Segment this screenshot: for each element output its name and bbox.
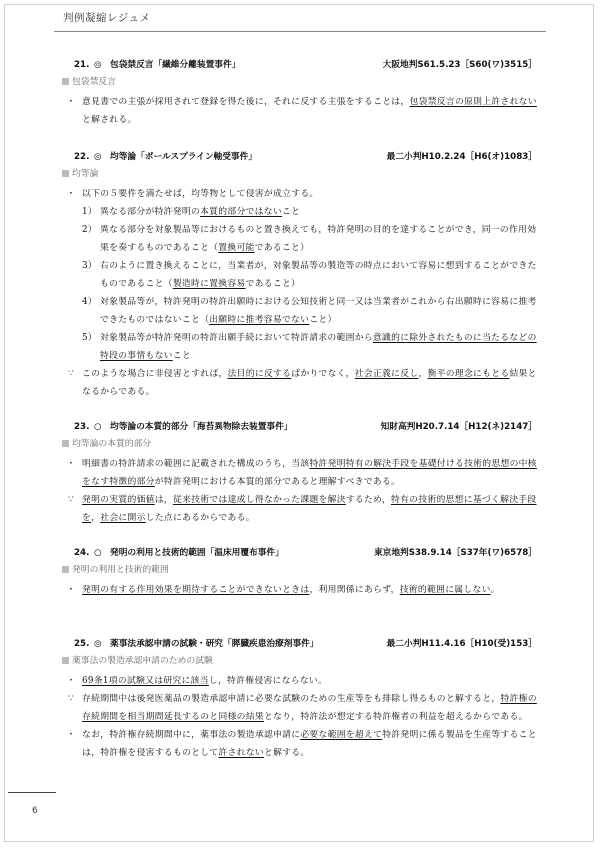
underlined-phrase: 社会正義に反し (354, 369, 419, 379)
because-mark: ∵ (68, 694, 74, 704)
underlined-phrase: 発明の実質的価値 (82, 495, 155, 505)
square-bullet-icon (62, 657, 69, 664)
case-heading (62, 546, 537, 561)
holding-intro: ・ 以下の５要件を満たせば，均等物として侵害が成立する。 (62, 185, 537, 203)
importance-mark: ○ (94, 422, 102, 432)
square-bullet-icon (62, 440, 69, 447)
case-title: 均等論「ボールスプライン軸受事件」 (110, 152, 257, 162)
case-topic: 均等論 (62, 167, 537, 181)
underlined-phrase: 必要な範囲を超えて (300, 730, 383, 740)
case-23 (62, 420, 537, 527)
importance-mark: ○ (94, 548, 102, 558)
underlined-phrase: 特有の技術的思想に基づく解決手段を (82, 495, 537, 523)
bullet-mark: ・ (66, 97, 76, 107)
requirement-2: 2） 異なる部分を対象製品等におけるものと置き換えても，特許発明の目的を達することができ，同一の作用効果を奏するものであること（置換可能であること） (82, 225, 537, 253)
holding-paragraph: ・ 69条1項の試験又は研究に該当し，特許権侵害にならない。 (62, 672, 537, 690)
underlined-phrase: 特許発明特有の解決手段を基礎付ける技術的思想の中核をなす特徴的部分 (82, 459, 537, 487)
underlined-phrase: 出願時に推考容易でない (209, 315, 310, 325)
court-citation: 大阪地判S61.5.23［S60(ワ)3515］ (382, 60, 537, 70)
case-number: 21. (74, 60, 90, 70)
court-citation: 知財高判H20.7.14［H12(ネ)2147］ (380, 422, 537, 432)
header-rule (54, 31, 546, 32)
square-bullet-icon (62, 566, 69, 573)
page-number: 6 (32, 806, 38, 816)
case-heading (62, 58, 537, 73)
case-topic: 包袋禁反言 (62, 75, 537, 89)
case-number: 24. (74, 548, 90, 558)
court-citation: 最二小判H10.2.24［H6(オ)1083］ (386, 152, 537, 162)
underlined-phrase: 本質的部分ではない (200, 207, 282, 217)
underlined-phrase: 発明の有する作用効果を期待することができないときは (82, 585, 310, 595)
reasoning-paragraph: ∵ このような場合に非侵害とすれば，法目的に反するばかりでなく，社会正義に反し，衡平の理念にもとる結果となるからである。 (62, 365, 537, 401)
running-header: 判例凝縮レジュメ (63, 12, 151, 24)
case-24 (62, 546, 537, 599)
holding-paragraph: ・ 発明の有する作用効果を期待することができないときは，利用関係にあらず，技術的範囲に属しない。 (62, 581, 537, 599)
bullet-mark: ・ (66, 189, 76, 199)
underlined-phrase: 置換可能 (218, 243, 255, 253)
underlined-phrase: 製造時に置換容易 (172, 279, 246, 289)
case-title: 発明の利用と技術的範囲「温床用覆布事件」 (110, 548, 284, 558)
case-topic: 薬事法の製造承認申請のための試験 (62, 654, 537, 668)
case-25 (62, 637, 537, 762)
note-paragraph: ・ なお，特許権存続期間中に，薬事法の製造承認申請に必要な範囲を超えて特許発明に係る製品を生産等することは，特許権を侵害するものとして許されないと解する。 (62, 726, 537, 762)
bullet-mark: ・ (66, 676, 76, 686)
case-21 (62, 58, 537, 129)
reasoning-paragraph: ∵ 発明の実質的価値は，従来技術では達成し得なかった課題を解決するため，特有の技術的思想に基づく解決手段を，社会に開示した点にあるからである。 (62, 491, 537, 527)
case-number: 22. (74, 152, 90, 162)
case-heading (62, 150, 537, 165)
importance-mark: ◎ (94, 152, 102, 162)
underlined-phrase: 衡平の理念にもとる (427, 369, 510, 379)
bullet-mark: ・ (66, 730, 76, 740)
because-mark: ∵ (68, 369, 74, 379)
case-title: 薬事法承認申請の試験・研究「膵臓疾患治療剤事件」 (110, 639, 319, 649)
holding-paragraph: ・ 意見書での主張が採用されて登録を得た後に，それに反する主張をすることは，包袋禁反言の原則上許されないと解される。 (62, 93, 537, 129)
bullet-mark: ・ (66, 459, 76, 469)
underlined-phrase: 社会に開示 (100, 513, 146, 523)
importance-mark: ◎ (94, 639, 102, 649)
underlined-phrase: 意識的に除外されたものに当たるなどの特段の事情もない (100, 333, 537, 361)
case-title: 包袋禁反言「繊維分離装置事件」 (110, 60, 241, 70)
court-citation: 東京地判S38.9.14［S37年(ワ)6578］ (373, 548, 537, 558)
case-number: 23. (74, 422, 90, 432)
importance-mark: ◎ (94, 60, 102, 70)
because-mark: ∵ (68, 495, 74, 505)
requirement-5: 5） 対象製品等が特許発明の特許出願手続において特許請求の範囲から意識的に除外されたものに当たるなどの特段の事情もないこと (82, 333, 537, 361)
requirement-3: 3） 右のように置き換えることに，当業者が，対象製品等の製造等の時点において容易に想到することができたものであること（製造時に置換容易であること） (82, 261, 537, 289)
underlined-phrase: 包袋禁反言の原則上許されない (409, 97, 537, 107)
requirement-4: 4） 対象製品等が，特許発明の特許出願時における公知技術と同一又は当業者がこれから右出願時に容易に推考できたものではないこと（出願時に推考容易でないこと） (82, 297, 537, 325)
case-title: 均等論の本質的部分「海苔異物除去装置事件」 (110, 422, 293, 432)
case-topic: 均等論の本質的部分 (62, 437, 537, 451)
underlined-phrase: 従来技術では達成し得なかった課題を解決 (172, 495, 346, 505)
underlined-phrase: 許されない (218, 748, 264, 758)
underlined-phrase: 技術的範囲に属しない (399, 585, 491, 595)
case-number: 25. (74, 639, 90, 649)
holding-paragraph: ・ 明細書の特許請求の範囲に記載された構成のうち，当該特許発明特有の解決手段を基礎付ける技術的思想の中核をなす特徴的部分が特許発明における本質的部分であると理解すべきである。 (62, 455, 537, 491)
square-bullet-icon (62, 170, 69, 177)
underlined-phrase: 特許権の存続期間を相当期間延長するのと同様の結果 (82, 694, 537, 722)
reasoning-paragraph: ∵ 存続期間中は後発医薬品の製造承認申請に必要な試験のための生産等をも排除し得るものと解すると，特許権の存続期間を相当期間延長するのと同様の結果となり，特許法が想定する特許権者の利益を超えるからである。 (62, 690, 537, 726)
case-heading (62, 420, 537, 435)
case-topic: 発明の利用と技術的範囲 (62, 563, 537, 577)
case-heading (62, 637, 537, 652)
case-22 (62, 150, 537, 401)
court-citation: 最二小判H11.4.16［H10(受)153］ (386, 639, 537, 649)
underlined-phrase: 法目的に反する (227, 369, 292, 379)
bullet-mark: ・ (66, 585, 76, 595)
underlined-phrase: 69条1項の試験又は研究に該当 (82, 676, 209, 686)
footer-rule (8, 792, 56, 793)
square-bullet-icon (62, 78, 69, 85)
requirement-1: 1） 異なる部分が特許発明の本質的部分ではないこと (82, 207, 301, 217)
